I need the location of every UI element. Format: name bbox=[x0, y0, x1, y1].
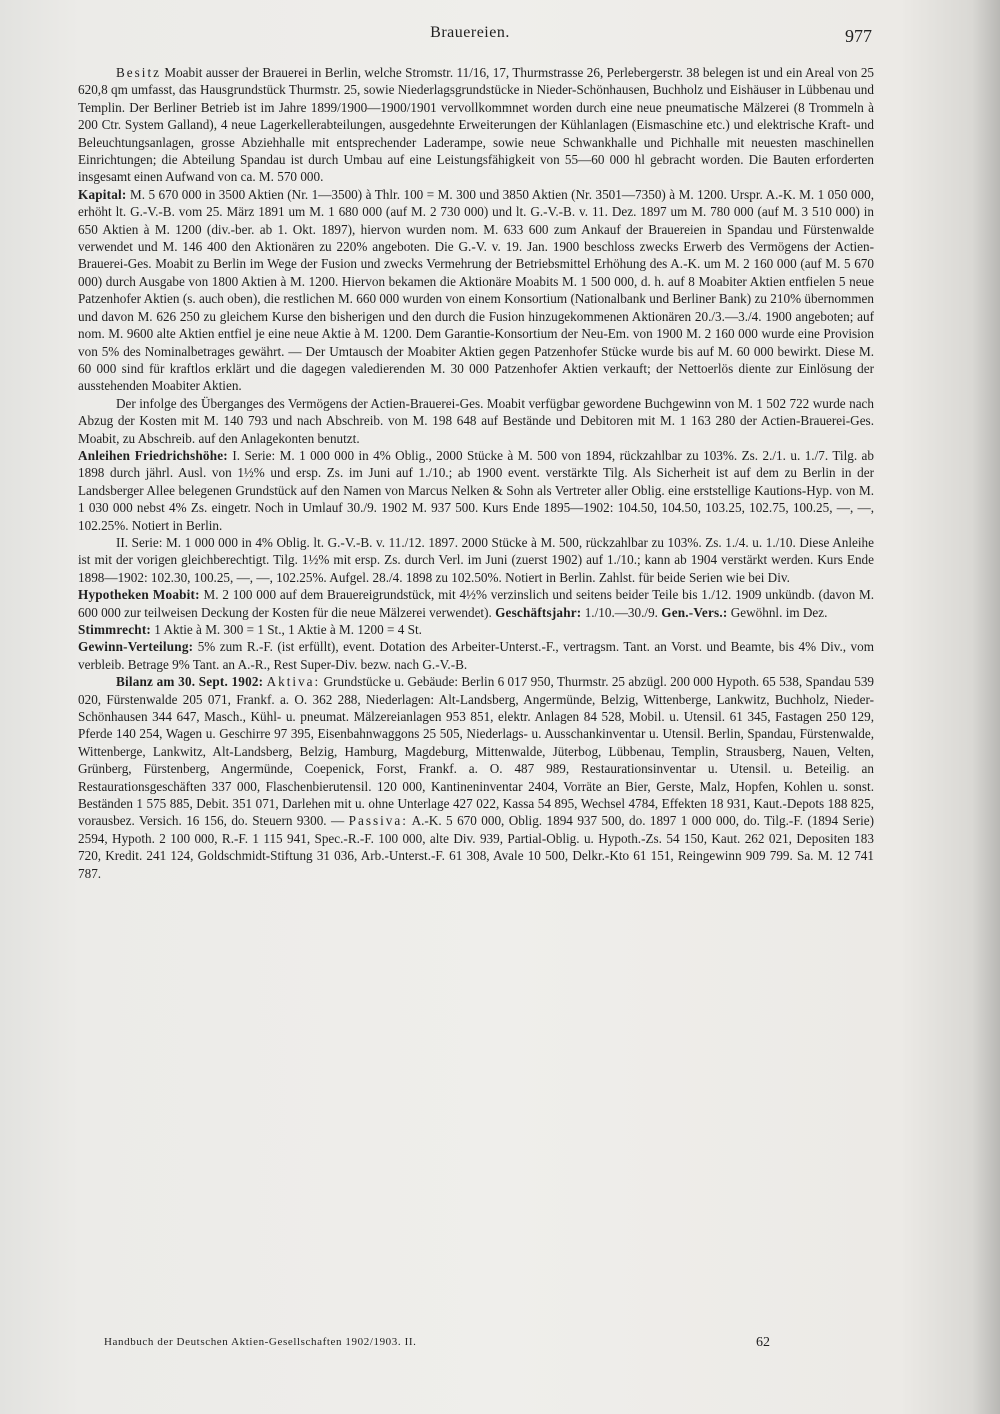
binding-shadow bbox=[972, 0, 1000, 1414]
hypotheken-label: Hypotheken Moabit: bbox=[78, 587, 200, 603]
aktiva-label: Aktiva: bbox=[266, 674, 321, 690]
paragraph-anleihen bbox=[78, 447, 874, 534]
aktiva-text: Grundstücke u. Gebäude: Berlin 6 017 950, Thurmstr. 25 abzügl. 200 000 Hypoth. 65 538, Spandau 539 020, Fürstenwalde 205 071, Frankf. a. O. 362 288, Niederlagen: Alt-Landsberg, Angermünde, Belzig, Wittenberge, Lankwitz, Buchholz, Nieder-Schönhausen 344 647, Masch., Kühl- u. pneumat. Mälzereianlagen 953 851, elektr. Anlagen 84 528, Mobil. u. Utensil. 61 345, Fastagen 250 129, Pferde 140 254, Wagen u. Geschirre 97 395, Eisenbahnwaggons 25 505, Niederlags- u. Ausschankinventar u. Utensil. Berlin, Spandau, Fürstenwalde, Wittenberge, Lankwitz, Alt-Landsberg, Belzig, Hamburg, Magdeburg, Mittenwalde, Jüterbog, Lübbenau, Templin, Strausberg, Nauen, Velten, Grünberg, Fürstenberg, Angermünde, Coepenick, Forst, Frankf. a. O. 487 989, Restaurationsinventar u. Utensil. u. Beteilig. an Restaurationsgeschäften 337 000, Flaschenbierutensil. 120 000, Kantineninventar 2404, Vorräte an Bier, Gerste, Malz, Hopfen, Kohlen u. sonst. Beständen 1 575 885, Debit. 351 071, Darlehen mit u. ohne Unterlage 427 022, Kassa 54 895, Wechsel 4784, Effekten 18 931, Kaut.-Depots 188 825, vorausbez. Versich. 16 156, do. Steuern 9300. — bbox=[78, 674, 875, 829]
footer-text: Handbuch der Deutschen Aktien-Gesellschaften 1902/1903. II. bbox=[104, 1336, 417, 1348]
anleihen-label: Anleihen Friedrichshöhe: bbox=[78, 447, 228, 463]
footer-signature: 62 bbox=[756, 1335, 770, 1350]
running-title: Brauereien. bbox=[430, 24, 510, 41]
paragraph-serie-2: II. Serie: M. 1 000 000 in 4% Oblig. lt. G.-V.-B. v. 11./12. 1897. 2000 Stücke à M. 500, rückzahlbar zu 103%. Zs. 1./4. u. 1./10. Diese Anleihe ist mit der vorigen gleichberechtigt. Tilg. 1½% mit ersp. Zs. durch Verl. im Juni (zuerst 1902) auf 1./10.; kann ab 1904 verstärkt werden. Kurs Ende 1898—1902: 102.30, 100.25, —, —, 102.25%. Aufgel. 28./4. 1898 zu 102.50%. Notiert in Berlin. Zahlst. für beide Serien wie bei Div. bbox=[78, 534, 874, 585]
genvers-text: Gewöhnl. im Dez. bbox=[730, 604, 828, 620]
passiva-text: A.-K. 5 670 000, Oblig. 1894 937 500, do. 1897 1 000 000, do. Tilg.-F. (1894 Serie) 2594, Hypoth. 2 100 000, R.-F. 1 115 941, Spec.-R.-F. 100 000, alte Div. 939, Partial-Oblig. u. Hypoth.-Zs. 54 150, Kaut. 262 021, Depositen 183 720, Kredit. 241 124, Goldschmidt-Stiftung 31 036, Arb.-Unterst.-F. 61 308, Avale 10 500, Delkr.-Kto 61 151, Reingewinn 909 799. Sa. M. 12 741 787. bbox=[78, 813, 874, 881]
document-body bbox=[78, 64, 874, 882]
kapital-label: Kapital: bbox=[78, 186, 127, 202]
paragraph-bilanz bbox=[78, 673, 874, 882]
besitz-label: Besitz bbox=[116, 65, 161, 80]
running-header bbox=[0, 22, 1000, 52]
stimmrecht-label: Stimmrecht: bbox=[78, 622, 151, 637]
geschaeftsjahr-label: Geschäftsjahr: bbox=[495, 604, 582, 620]
paragraph-besitz bbox=[78, 64, 874, 186]
anleihen-text: I. Serie: M. 1 000 000 in 4% Oblig., 2000 Stücke à M. 500 von 1894, rückzahlbar zu 103%. Zs. 2./1. u. 1./7. Tilg. ab 1898 durch jährl. Ausl. von 1½% und ersp. Zs. im Juni auf 1./10.; ab 1900 event. verstärkte Tilg. Als Sicherheit ist auf dem zu Berlin in der Landsberger Allee belegenen Grundstück auf den Namen von Marcus Nelken & Sohn als Vertreter aller Oblig. eine erststellige Kautions-Hyp. von M. 1 030 000 nebst 4% Zs. eingetr. Noch in Umlauf 30./9. 1902 M. 937 500. Kurs Ende 1895—1902: 104.50, 104.50, 103.25, 102.75, 100.25, —, —, 102.25%. Notiert in Berlin. bbox=[78, 447, 874, 533]
genvers-label: Gen.-Vers.: bbox=[661, 604, 728, 620]
page-footer bbox=[104, 1336, 804, 1360]
hypotheken-text: M. 2 100 000 auf dem Brauereigrundstück, mit 4½% verzinslich und seitens beider Teile bis 1./12. 1909 unkündb. (davon M. 600 000 zur teilweisen Deckung der Kosten für die neue Mälzerei verwendet). bbox=[78, 587, 874, 620]
geschaeftsjahr-text: 1./10.—30./9. bbox=[584, 604, 658, 620]
paragraph-kapital bbox=[78, 186, 874, 395]
paragraph-gewinn bbox=[78, 638, 874, 673]
bilanz-label: Bilanz am 30. Sept. 1902: bbox=[116, 674, 264, 690]
besitz-text: Moabit ausser der Brauerei in Berlin, welche Stromstr. 11/16, 17, Thurmstrasse 26, Perlebergerstr. 38 belegen ist und ein Areal von 25 620,8 qm umfasst, das Hausgrundstück Thurmstr. 25, sowie Niederlagsgrundstücke in Nieder-Schönhausen, Buchholz und Eishäuser in Lübbenau und Templin. Der Berliner Betrieb ist im Jahre 1899/1900—1900/1901 vervollkommnet worden durch eine neue pneumatische Mälzerei (8 Trommeln à 200 Ctr. System Galland), 4 neue Lagerkellerabteilungen, ausgedehnte Erweiterungen der Kühlanlagen (Eismaschine etc.) und elektrische Kraft- und Beleuchtungsanlagen, grosse Abziehhalle mit entsprechender Laderampe, sowie neue Schwankhalle und Pichhalle mit neuesten maschinellen Einrichtungen; die Abteilung Spandau ist durch Umbau auf eine Leistungsfähigkeit von 55—60 000 hl gebracht worden. Die Bauten erforderten insgesamt einen Aufwand von ca. M. 570 000. bbox=[78, 65, 875, 185]
page-number: 977 bbox=[845, 26, 872, 46]
gewinn-label: Gewinn-Verteilung: bbox=[78, 639, 194, 655]
paragraph-hypotheken bbox=[78, 586, 874, 621]
passiva-label: Passiva: bbox=[348, 813, 408, 829]
stimmrecht-text: 1 Aktie à M. 300 = 1 St., 1 Aktie à M. 1200 = 4 St. bbox=[154, 622, 422, 637]
gewinn-text: 5% zum R.-F. (ist erfüllt), event. Dotation des Arbeiter-Unterst.-F., vertragsm. Tant. an Vorst. und Beamte, bis 4% Div., vom verbleib. Betrage 9% Tant. an A.-R., Rest Super-Div. bezw. nach G.-V.-B. bbox=[78, 639, 875, 672]
paragraph-stimmrecht bbox=[78, 621, 874, 638]
paragraph-kapital-note: Der infolge des Überganges des Vermögens der Actien-Brauerei-Ges. Moabit verfügbar gewordene Buchgewinn von M. 1 502 722 wurde nach Abzug der Kosten mit M. 140 793 und nach Abschreib. von M. 198 648 auf Bestände und Debitoren mit M. 1 163 280 der Actien-Brauerei-Ges. Moabit, zu Abschreib. auf den Anlagekonten benutzt. bbox=[78, 395, 874, 446]
kapital-text: M. 5 670 000 in 3500 Aktien (Nr. 1—3500) à Thlr. 100 = M. 300 und 3850 Aktien (Nr. 3501—7350) à M. 1200. Urspr. A.-K. M. 1 050 000, erhöht lt. G.-V.-B. vom 25. März 1891 um M. 1 680 000 (auf M. 2 730 000) und lt. G.-V.-B. v. 11. Dez. 1897 um M. 780 000 (auf M. 3 510 000) in 650 Aktien à M. 1200 (div.-ber. ab 1. Okt. 1897), hiervon wurden nom. M. 633 600 zum Ankauf der Brauereien in Spandau und Fürstenwalde verwendet und M. 146 400 den Aktionären zu 220% angeboten. Die G.-V. v. 19. Jan. 1900 beschloss zwecks Erwerb des Vermögens der Actien-Brauerei-Ges. Moabit zu Berlin im Wege der Fusion und zwecks Vermehrung der Betriebsmittel Erhöhung des A.-K. um M. 2 160 000 (auf M. 5 670 000) durch Ausgabe von 1800 Aktien à M. 1200. Hiervon bekamen die Aktionäre Moabits M. 1 500 000, d. h. auf 8 Moabiter Aktien entfielen 5 neue Patzenhofer Aktien (s. auch oben), die restlichen M. 660 000 wurden von einem Konsortium (Nationalbank und Berliner Bank) zu 210% übernommen und davon M. 626 250 zu gleichem Kurse den bisherigen und den durch die Fusion hinzugekommenen Aktionären 20./3.—3./4. 1900 angeboten; auf nom. M. 9600 alte Aktien entfiel je eine neue Aktie à M. 1200. Dem Garantie-Konsortium der Neu-Em. von 1900 M. 2 160 000 wurde eine Provision von 5% des Nominalbetrages gewährt. — Der Umtausch der Moabiter Aktien gegen Patzenhofer Stücke wurde bis auf M. 60 000 bewirkt. Diese M. 60 000 sind für kraftlos erklärt und die dagegen valedierenden M. 30 000 Patzenhofer Aktien verkauft; der Nettoerlös diente zur Einlösung der ausstehenden Moabiter Aktien. bbox=[78, 186, 875, 394]
